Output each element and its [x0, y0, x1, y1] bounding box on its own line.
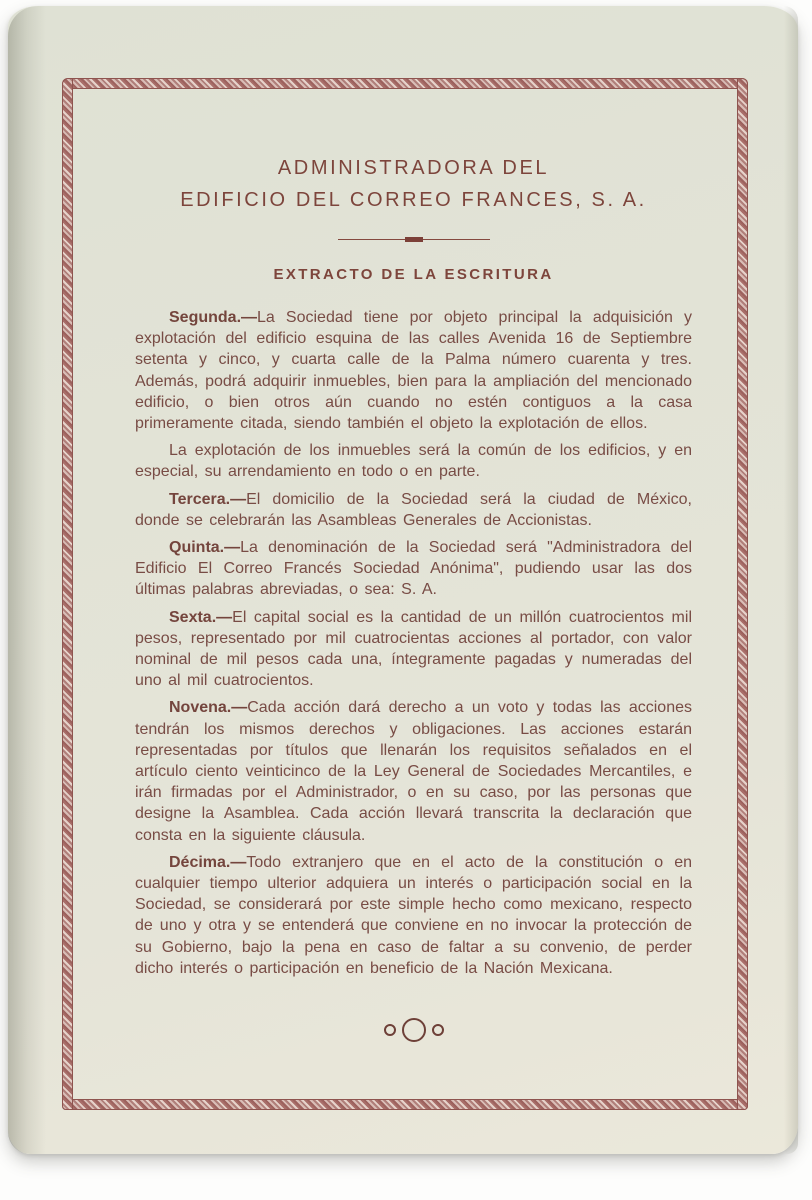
paragraphs — [135, 307, 692, 979]
document-content — [135, 6, 692, 1154]
section-title: EXTRACTO DE LA ESCRITURA — [273, 266, 554, 283]
company-name — [135, 152, 692, 216]
paragraph: La explotación de los inmuebles será la común de los edificios, y en especial, su arrendamiento en todo o en parte. — [135, 442, 692, 481]
paragraph: Segunda.—La Sociedad tiene por objeto principal la adquisición y explotación del edificio esquina de las calles Avenida 16 de Septiembre setenta y cinco, y cuarta calle de la Palma número cuarenta y tres. Además, podrá adquirir inmuebles, bien para la ampliación del mencionado edificio, o bien otros aún cuando no estén contiguos a la casa primeramente citada, siendo también el objeto la explotación de ellos. — [135, 309, 692, 433]
page-spine-shadow — [8, 6, 46, 1154]
header-divider — [338, 236, 490, 242]
paragraph: Décima.—Todo extranjero que en el acto de la constitución o en cualquier tiempo ulterior adquiera un interés o participación social en la Sociedad, se considerará por este simple hecho como mexicano, respecto de uno y otra y se entenderá que conviene en no invocar la protección de su Gobierno, bajo la pena en caso de faltar a su convenio, de perder dicho interés o participación en beneficio de la Nación Mexicana. — [135, 853, 692, 977]
paragraph: Sexta.—El capital social es la cantidad de un millón cuatrocientos mil pesos, representado por mil cuatrocientas acciones al portador, con valor nominal de mil pesos cada una, íntegramente pagadas y numeradas del uno al mil cuatrocientos. — [135, 608, 692, 690]
paragraph: Tercera.—El domicilio de la Sociedad será la ciudad de México, donde se celebrarán las Asambleas Generales de Accionistas. — [135, 490, 692, 529]
clause-lead: Quinta.— — [169, 539, 241, 557]
ornament-circle-small-left — [384, 1024, 396, 1036]
ornament-circle-small-right — [432, 1024, 444, 1036]
ornament-circle-large — [402, 1018, 426, 1042]
clause-lead: Décima.— — [169, 853, 247, 871]
end-ornament-circles — [135, 1017, 692, 1043]
document-page — [8, 6, 798, 1154]
company-name-line1: ADMINISTRADORA DEL — [277, 157, 550, 179]
border-edge-right — [737, 78, 748, 1110]
border-edge-left — [62, 78, 73, 1110]
paragraph: Quinta.—La denominación de la Sociedad será "Administradora del Edificio El Correo Francés Sociedad Anónima", pudiendo usar las dos últimas palabras abreviadas, o sea: S. A. — [135, 539, 692, 599]
clause-lead: Sexta.— — [169, 608, 233, 626]
clause-lead: Tercera.— — [169, 490, 247, 508]
clause-lead: Segunda.— — [169, 309, 258, 326]
company-name-line2: EDIFICIO DEL CORREO FRANCES, S. A. — [180, 189, 647, 211]
clause-lead: Novena.— — [169, 699, 248, 717]
paragraph: Novena.—Cada acción dará derecho a un voto y todas las acciones tendrán los mismos derechos y obligaciones. Las acciones estarán representadas por títulos que llenarán los requisitos señalados en el artículo ciento veinticinco de la Ley General de Sociedades Mercantiles, e irán firmadas por el Administrador, o en su caso, por las personas que designe la Asamblea. Cada acción llevará transcrita la declaración que consta en la siguiente cláusula. — [135, 699, 692, 844]
page-edge-shadow — [784, 6, 798, 1154]
